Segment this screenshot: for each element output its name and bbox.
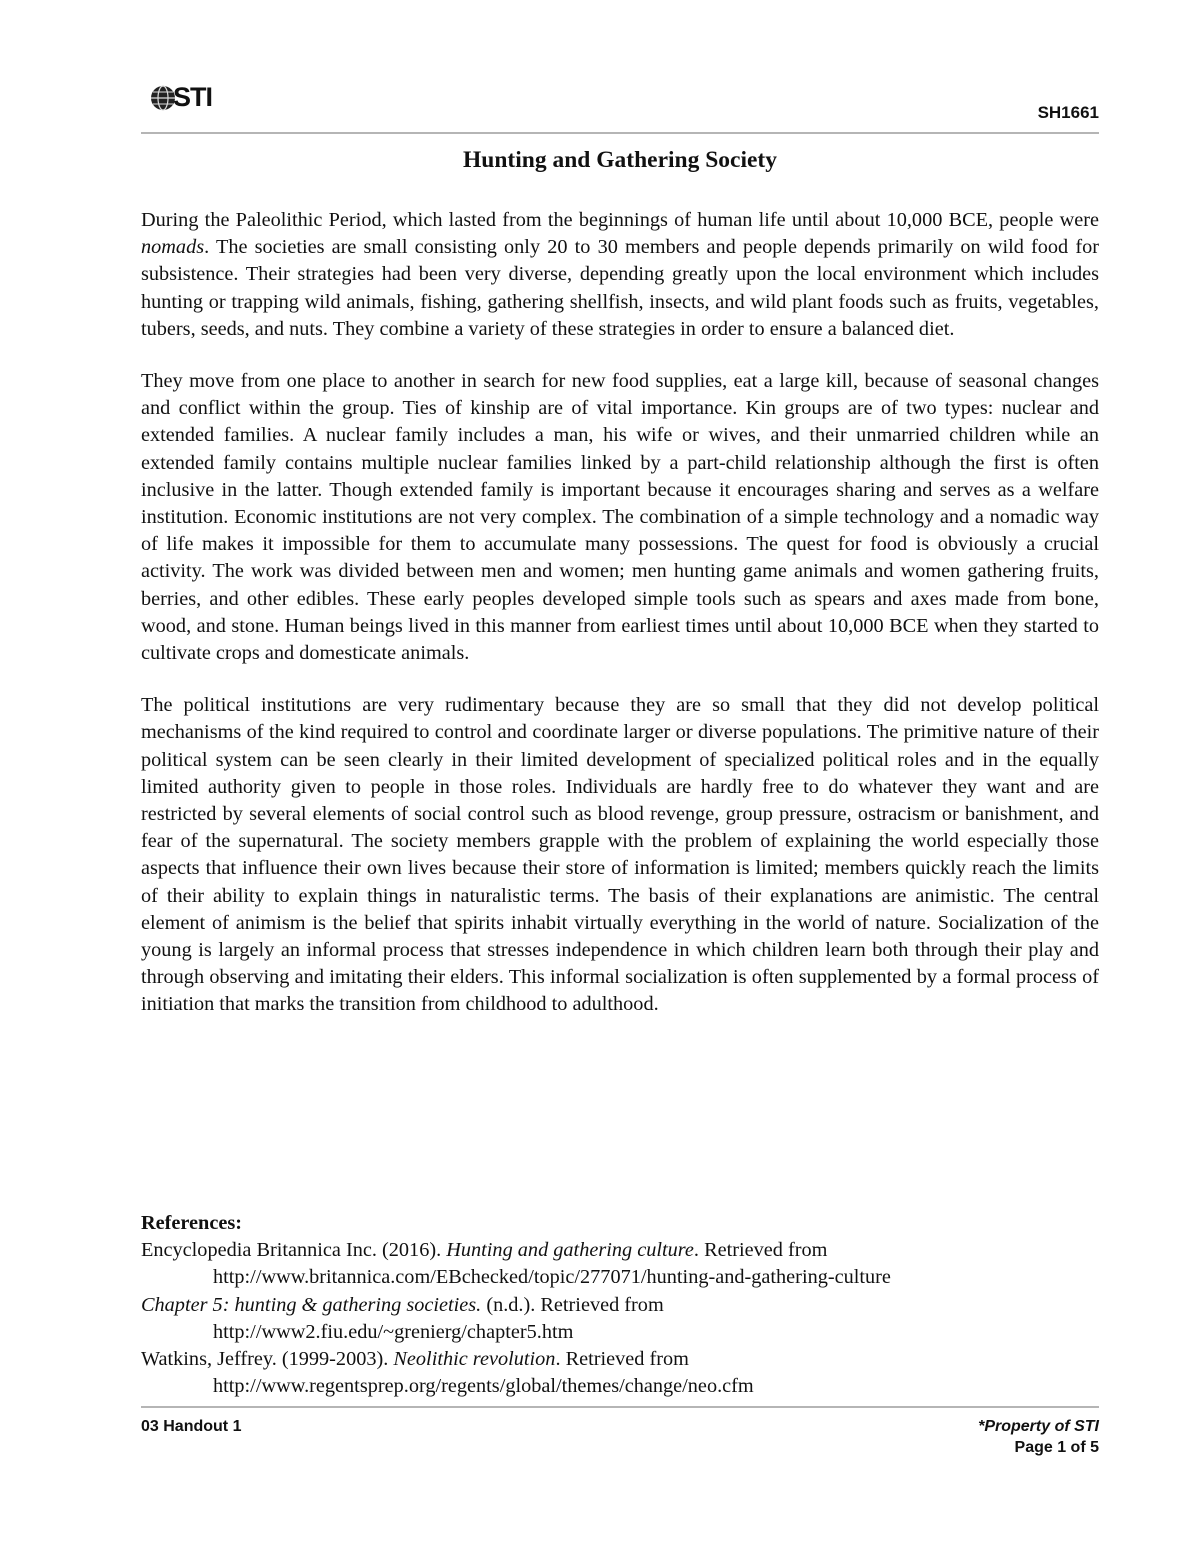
reference-entry: Encyclopedia Britannica Inc. (2016). Hunting and gathering culture. Retrieved from [141, 1239, 828, 1262]
body-text [141, 207, 1099, 1044]
reference-link[interactable]: http://www.britannica.com/EBchecked/topic/277071/hunting-and-gathering-culture [213, 1266, 891, 1289]
document-code: SH1661 [1037, 103, 1099, 122]
sti-logo [149, 82, 212, 113]
reference-link[interactable]: http://www.regentsprep.org/regents/global/themes/change/neo.cfm [213, 1375, 754, 1398]
paragraph-2: They move from one place to another in search for new food supplies, eat a large kill, because of seasonal changes and conflict within the group. Ties of kinship are of vital importance. Kin groups are of two types: nuclear and extended families. A nuclear family includes a man, his wife or wives, and their unmarried children while an extended family contains multiple nuclear families linked by a part-child relationship although the first is often inclusive in the latter. Though extended family is important because it encourages sharing and serves as a welfare institution. Economic institutions are not very complex. The combination of a simple technology and a nomadic way of life makes it impossible for them to accumulate many possessions. The quest for food is obviously a crucial activity. The work was divided between men and women; men hunting game animals and women gathering fruits, berries, and other edibles. These early peoples developed simple tools such as spears and axes made from bone, wood, and stone. Human beings lived in this manner from earliest times until about 10,000 BCE when they started to cultivate crops and domesticate animals. [141, 370, 1099, 665]
emphasis-nomads: nomads [141, 236, 205, 259]
references-heading: References: [141, 1212, 242, 1234]
references-section [141, 1210, 1099, 1400]
footer-divider [141, 1406, 1099, 1408]
page-header [141, 78, 1099, 134]
paragraph-1: During the Paleolithic Period, which lasted from the beginnings of human life until about 10,000 BCE, people were nomads. The societies are small consisting only 20 to 30 members and people depends primarily on wild food for subsistence. Their strategies had been very diverse, depending greatly upon the local environment which includes hunting or trapping wild animals, fishing, gathering shellfish, insects, and wild plant foods such as fruits, vegetables, tubers, seeds, and nuts. They combine a variety of these strategies in order to ensure a balanced diet. [141, 209, 1099, 340]
reference-entry: Watkins, Jeffrey. (1999-2003). Neolithic revolution. Retrieved from [141, 1348, 689, 1371]
reference-link[interactable]: http://www2.fiu.edu/~grenierg/chapter5.htm [213, 1320, 574, 1343]
header-divider [141, 132, 1099, 134]
logo-text: STI [173, 82, 213, 112]
handout-label: 03 Handout 1 [141, 1418, 242, 1435]
page-title: Hunting and Gathering Society [462, 147, 778, 173]
footer-right-block [978, 1416, 1099, 1458]
reference-entry: Chapter 5: hunting & gathering societies. (n.d.). Retrieved from [141, 1293, 664, 1316]
page-number: Page 1 of 5 [1014, 1439, 1099, 1456]
paragraph-3: The political institutions are very rudimentary because they are so small that they did not develop political mechanisms of the kind required to control and coordinate larger or diverse populations. The primitive nature of their political system can be seen clearly in their limited development of specialized political roles and in the equally limited authority given to people in those roles. Individuals are hardly free to do whatever they want and are restricted by several elements of social control such as blood revenge, group pressure, ostracism or banishment, and fear of the supernatural. The society members grapple with the problem of explaining the world especially those aspects that influence their own lives because their store of information is limited; members quickly reach the limits of their ability to explain things in naturalistic terms. The basis of their explanations are animistic. The central element of animism is the belief that spirits inhabit virtually everything in the world of nature. Socialization of the young is largely an informal process that stresses independence in which children learn both through their play and through observing and imitating their elders. This informal socialization is often supplemented by a formal process of initiation that marks the transition from childhood to adulthood. [141, 694, 1099, 1016]
property-notice: *Property of STI [978, 1418, 1099, 1435]
